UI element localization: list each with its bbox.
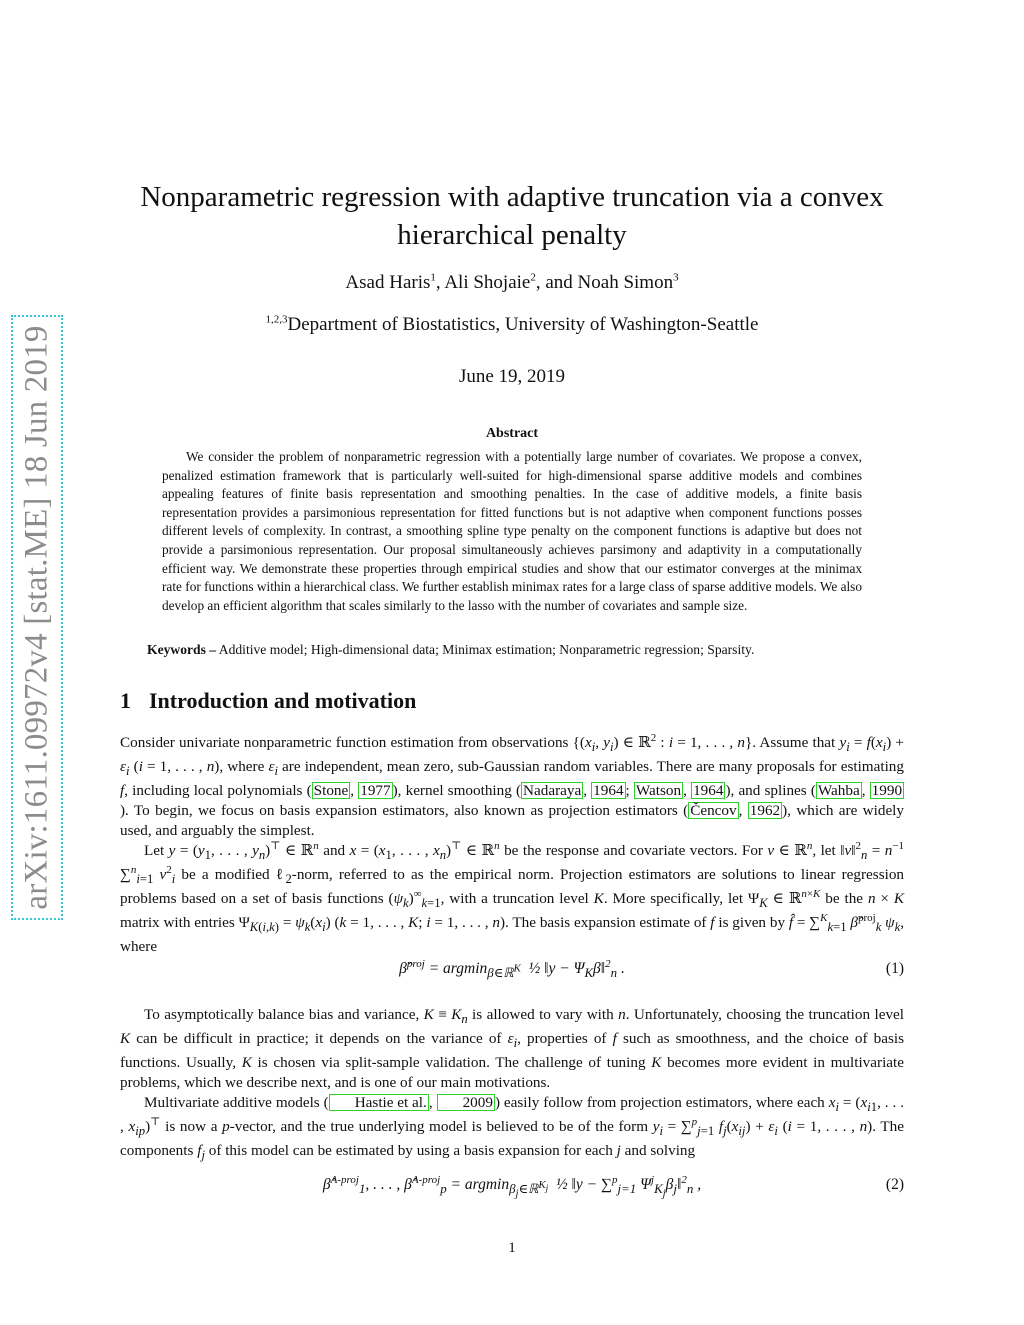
- page-number: 1: [508, 1240, 516, 1256]
- citation-link[interactable]: 1990: [871, 782, 903, 800]
- affiliation-text: Department of Biostatistics, University of Washington-Seattle: [287, 314, 759, 335]
- equation-1-expression: β̂$^{proj}$ = argmin$_{\beta\in ℝ^K}$ ½ ‖y − $\Psi_K\beta‖^2_n$ .: [399, 957, 625, 981]
- author-list: Asad Haris$^1$, Ali Shojaie$^2$, and Noah Simon$^3$: [345, 271, 679, 293]
- author-affiliation-mark: 3: [673, 271, 679, 284]
- affiliation-mark: 1,2,3: [265, 313, 288, 326]
- abstract-body: [162, 448, 862, 615]
- author-affiliation-mark: 2: [530, 271, 536, 284]
- section-heading: [120, 688, 416, 714]
- author-affiliation-mark: 1: [430, 271, 436, 284]
- paragraph-truncation: To asymptotically balance bias and variance, $K \equiv K_n$ is allowed to vary with n. Unfortunately, choosing the truncation level K can be difficult in practice; it depends on the variance of $\varepsilon_i$, properties of f such as smoothness, and the choice of basis functions. Usually, K is chosen via split-sample validation. The challenge of tuning K becomes more evident in multivariate problems, which we describe next, and is one of our main motivations.: [120, 1006, 905, 1092]
- citation-link[interactable]: Stone: [313, 782, 349, 800]
- keywords-line: [147, 642, 887, 658]
- citation-link[interactable]: Wahba: [817, 782, 860, 800]
- section-number: 1: [120, 688, 131, 713]
- body-paragraphs-1: [120, 733, 904, 957]
- body-paragraphs-2: [120, 1005, 904, 1165]
- citation-link[interactable]: Čencov: [690, 802, 737, 820]
- arxiv-identifier-text: arXiv:1611.09972v4 [stat.ME] 18 Jun 2019: [18, 325, 55, 910]
- equation-2-label: (2): [885, 1176, 904, 1193]
- citation-link[interactable]: Watson: [635, 782, 682, 800]
- paper-date: June 19, 2019: [458, 366, 566, 387]
- paragraph-additive: Multivariate additive models ( Hastie et al. , 2009 ) easily follow from projection estimators, where each $x_i = (x_{i1}$, . . . , $x_{ip})^⊤$ is now a p-vector, and the true underlying model is believed to be of the form $y_i = \sum^p_{j=1}$ $f_j(x_{ij}) + \varepsilon_i$ (i = 1, . . . , n). The components $f_j$ of this model can be estimated by using a basis expansion for each j and solving: [120, 1094, 905, 1163]
- paragraph-intro: Consider univariate nonparametric function estimation from observations {($x_i$, $y_i$) ∈ ℝ$^2$ : i = 1, . . . , n}. Assume that $y_i = f(x_i) + \varepsilon_i$ (i = 1, . . . , n), where $\varepsilon_i$ are independent, mean zero, sub-Gaussian random variables. There are many proposals for estimating f, including local polynomials ( Stone , 1977 ), kernel smoothing ( Nadaraya , 1964 ; Watson , 1964 ), and splines ( Wahba , 1990). To begin, we focus on basis expansion estimators, also known as projection estimators ( Čencov , 1962 ), which are widely used, and arguably the simplest.: [120, 731, 904, 840]
- keywords-label: Keywords –: [147, 642, 217, 657]
- author-name: Asad Haris: [345, 272, 431, 293]
- paragraph-projection: Let $y = (y_1$, . . . , $y_n)^⊤$ ∈ ℝ$^n$ and $x = (x_1$, . . . , $x_n)^⊤$ ∈ ℝ$^n$ be the response and covariate vectors. For v ∈ ℝ$^n$, let ‖v‖$^2_n$ = $n^{-1}$ ∑$^n_{i=1}$ $v^2_i$ be a modified ℓ$_2$-norm, referred to as the empirical norm. Projection estimators are solutions to linear regression problems based on a set of basis functions $(\psi_k)^\infty_{k=1}$, with a truncation level K. More specifically, let $\Psi_K$ ∈ ℝ$^{n\times K}$ be the n × K matrix with entries $\Psi_{K(i,k)} = \psi_k(x_i) (k = 1$, . . . , K; i = 1, . . . , n). The basis expansion estimate of f is given by f̂ = ∑$^K_{k=1}$ β̂$^{proj}_k$ $\psi_k$, where: [120, 840, 905, 956]
- author-name: Noah Simon: [577, 272, 674, 293]
- equation-2-expression: β̂$^{A-proj}_1$, . . . , β̂$^{A-proj}_p$ = argmin$_{\beta_j\in ℝ^{K_j}}$ ½ ‖y − ∑$^p_{j=1}$ $\Psi^j_{K_j}\beta_j‖^2_n$ ,: [322, 1173, 702, 1200]
- keywords-text: Additive model; High-dimensional data; Minimax estimation; Nonparametric regression; Sparsity.: [216, 642, 755, 657]
- citation-link[interactable]: 2009: [437, 1094, 495, 1111]
- citation-link[interactable]: Hastie et al.: [329, 1094, 429, 1111]
- citation-link[interactable]: 1964: [693, 782, 724, 800]
- citation-link[interactable]: 1962: [749, 802, 781, 820]
- abstract-text: We consider the problem of nonparametric regression with a potentially large number of covariates. We propose a convex, penalized estimation framework that is particularly well-suited for high-dimensional sparse additive models and combines appealing features of finite basis representation and smoothing penalties. In the case of additive models, a finite basis representation provides a parsimonious representation for fitted functions but is not adaptive when component functions posses different levels of complexity. In contrast, a smoothing spline type penalty on the component functions is adaptive but does not provide a parsimonious representation. Our proposal simultaneously achieves parsimony and adaptivity in a computationally efficient way. We demonstrate these properties through empirical studies and show that our estimator converges at the minimax rate for functions within a hierarchical class. We further establish minimax rates for a large class of sparse additive models. We also develop an efficient algorithm that scales similarly to the lasso with the number of covariates and sample size.: [162, 449, 862, 613]
- equation-1-label: (1): [885, 960, 904, 977]
- abstract-heading: Abstract: [485, 426, 539, 441]
- author-affiliation: [120, 314, 904, 336]
- paper-title: Nonparametric regression with adaptive truncation via a convex hierarchical penalty: [140, 181, 884, 251]
- author-name: Ali Shojaie: [444, 272, 531, 293]
- citation-link[interactable]: Nadaraya: [523, 782, 582, 800]
- section-title: Introduction and motivation: [149, 688, 417, 713]
- citation-link[interactable]: 1964: [593, 782, 624, 800]
- citation-link[interactable]: 1977: [360, 782, 391, 800]
- arxiv-identifier-stamp[interactable]: [11, 315, 63, 920]
